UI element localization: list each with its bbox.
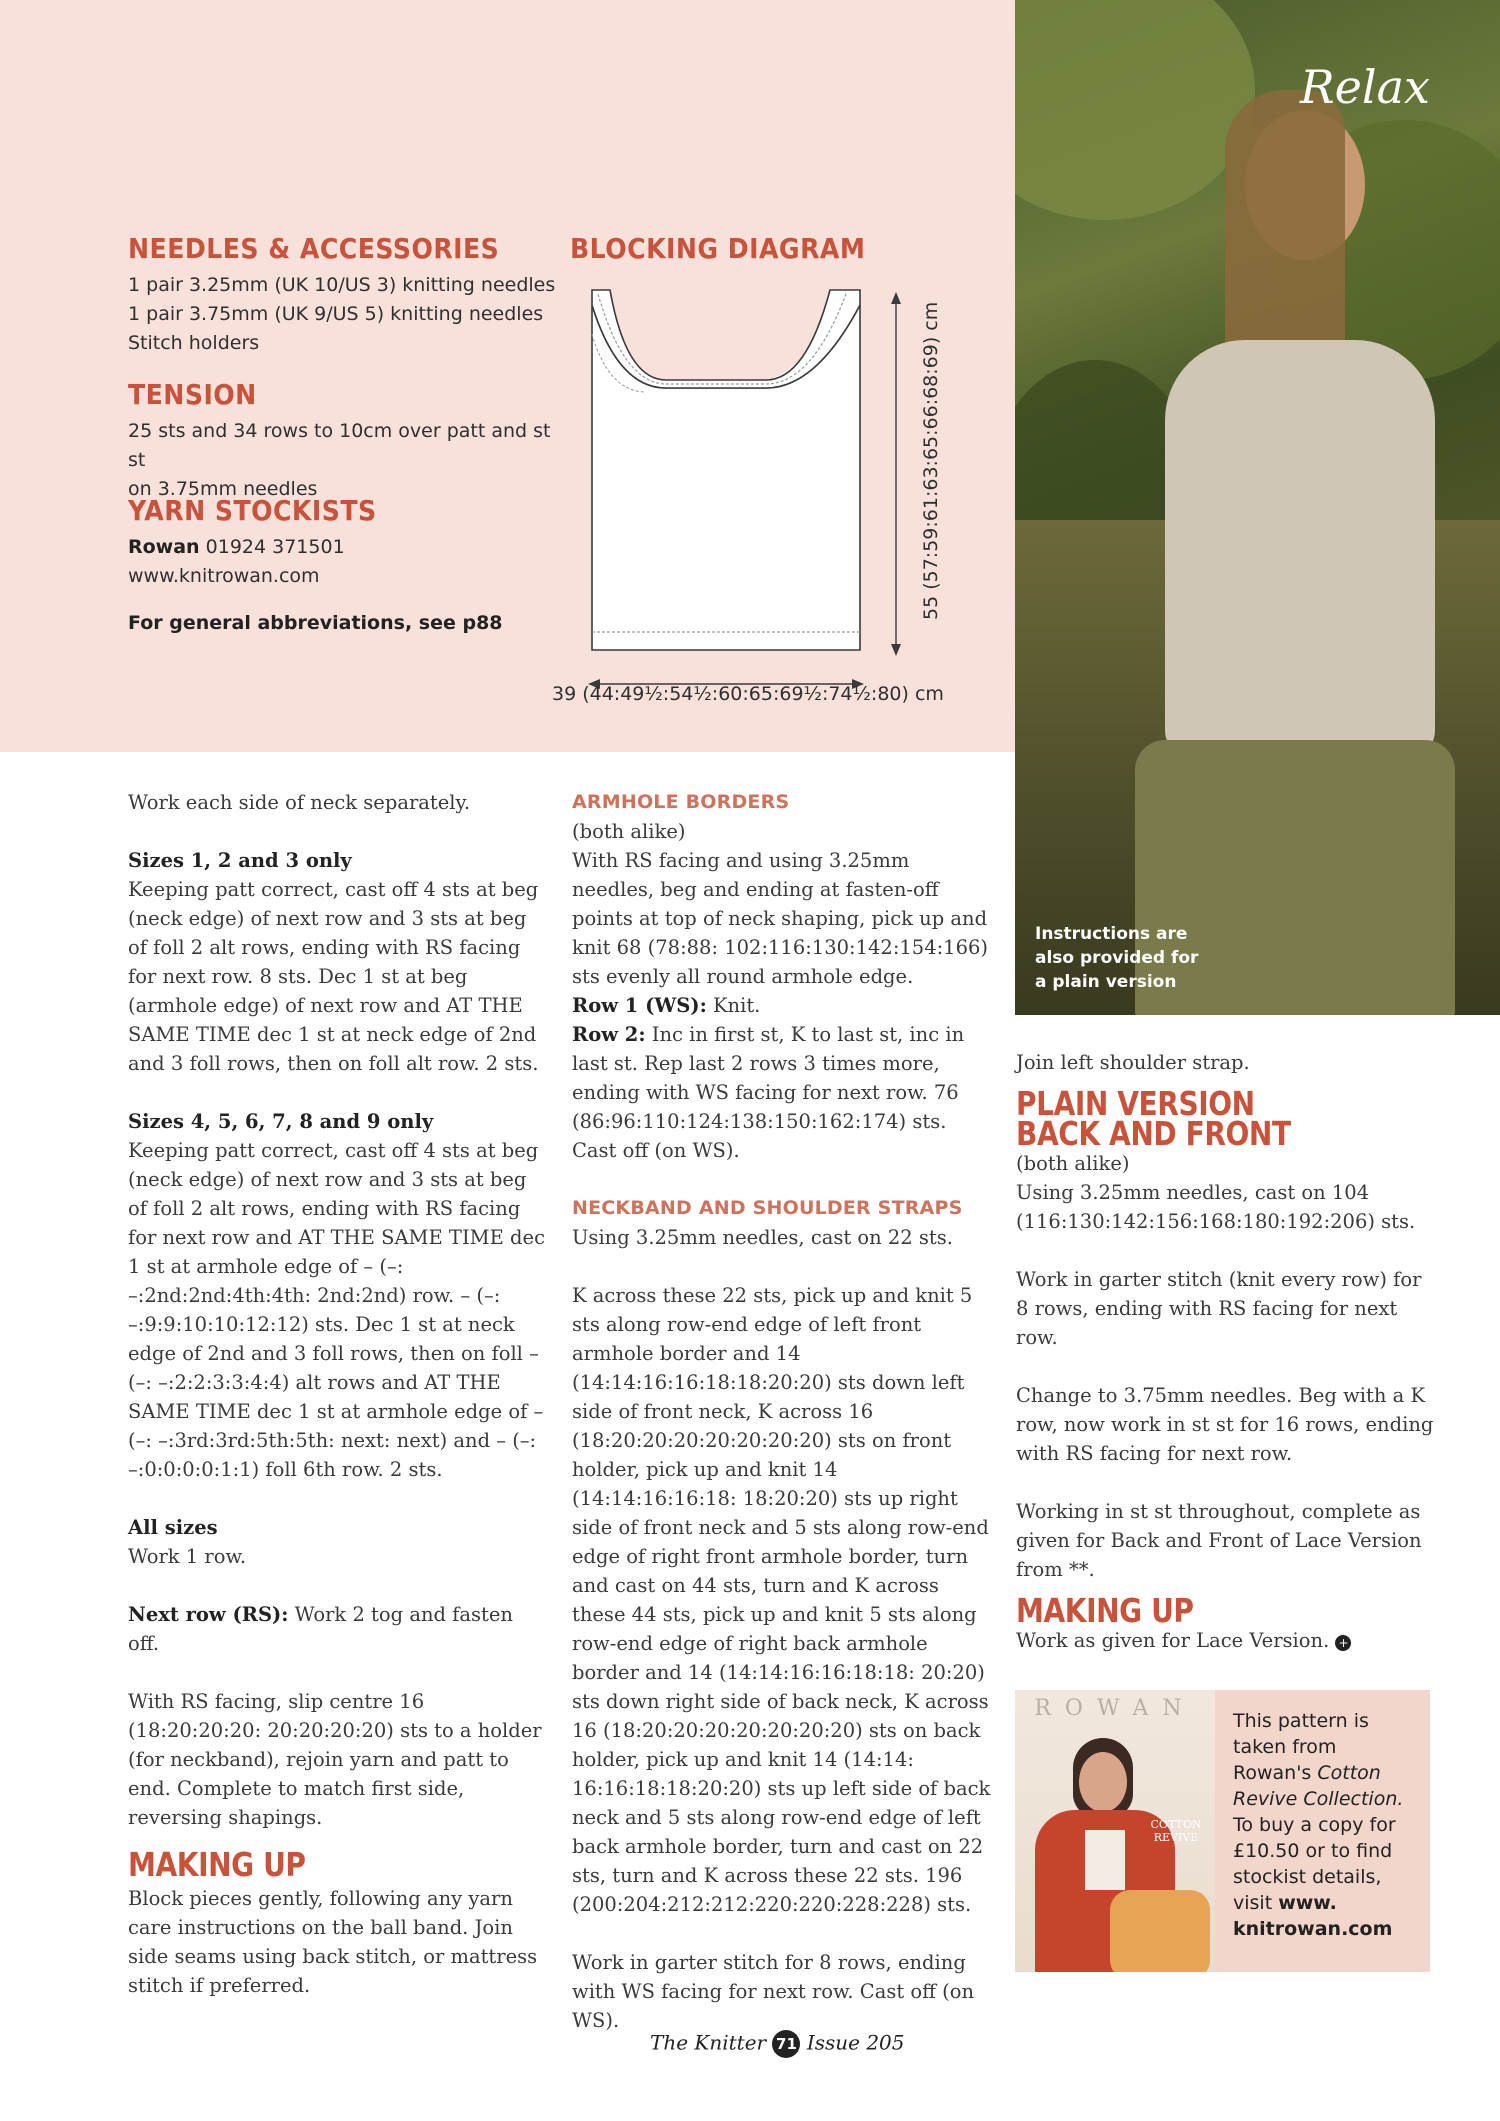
sizes4-text: Keeping patt correct, cast off 4 sts at beg (neck edge) of next row and 3 sts at beg of foll 2 alt rows, ending with RS facing for next row and AT THE SAME TIME dec 1 st at armhole edge of – (–: –:2nd:2nd:4th:4th: 2nd:2nd) row. – (–: –:9:9:10:10:12:12) sts. Dec 1 st at neck edge of 2nd and 3 foll rows, then on foll – (–: –:2:2:3:3:4:4) alt rows and AT THE SAME TIME dec 1 st at armhole edge of – (–: –:3rd:3rd:5th:5th: next: next) and – (–: –:0:0:0:0:1:1) foll 6th row. 2 sts. — [128, 1139, 545, 1481]
garter-text-2: Work in garter stitch for 8 rows, ending with WS facing for next row. Cast off (on WS). — [572, 1951, 975, 2032]
intro-text: Work each side of neck separately. — [128, 791, 471, 814]
photo-caption: Instructions are also provided for a plain version — [1035, 924, 1199, 992]
section-tag: Relax — [1300, 60, 1430, 114]
allsizes-text: Work 1 row. — [128, 1545, 247, 1568]
garter-text-3: Work in garter stitch (knit every row) for 8 rows, ending with RS facing for next row. — [1016, 1268, 1422, 1349]
cover-text: This pattern is taken from Rowan's Cotton Revive Collection. To buy a copy for £10.50 or to find stockist details, visit www. knitrowan.com — [1233, 1710, 1404, 1940]
needles-section — [128, 232, 568, 358]
stockists-heading: YARN STOCKISTS — [128, 494, 377, 527]
stockist-phone: 01924 371501 — [205, 536, 345, 558]
plain-text: Using 3.25mm needles, cast on 104 (116:130:142:156:168:180:192:206) sts. — [1016, 1181, 1416, 1233]
makingup-heading-1: MAKING UP — [128, 1845, 306, 1884]
neckband-long-text: K across these 22 sts, pick up and knit 5 sts along row-end edge of left front armhole border and 14 (14:14:16:16:18:18:20:20) sts down left side of front neck, K across 16 (18:20:20:20:20:20:20:20) sts on front holder, pick up and knit 14 (14:14:16:16:18: 18:20:20) sts up right side of front neck and 5 sts along row-end edge of right front armhole border, turn and cast on 44 sts, turn and K across these 44 sts, pick up and knit 5 sts along row-end edge of right back armhole border and 14 (14:14:16:16:18:18: 20:20) sts down right side of back neck, K across 16 (18:20:20:20:20:20:20:20) sts on back holder, pick up and knit 14 (14:14: 16:16:18:18:20:20) sts up left side of back neck and 5 sts along row-end edge of left back armhole border, turn and cast on 22 sts, turn and K across these 22 sts. 196 (200:204:212:212:220:220:228:228) sts. — [572, 1284, 991, 1916]
makingup-text-1: Block pieces gently, following any yarn care instructions on the ball band. Join side seams using back stitch, or mattress stitch if preferred. — [128, 1887, 538, 1997]
sizes123-heading: Sizes 1, 2 and 3 only — [128, 849, 352, 872]
sizes4-heading: Sizes 4, 5, 6, 7, 8 and 9 only — [128, 1110, 434, 1133]
page-number-badge: 71 — [772, 2030, 800, 2058]
row2-heading: Row 2: — [572, 1023, 646, 1046]
magazine-cover-image — [1015, 1690, 1215, 1972]
armhole-sub: (both alike) — [572, 820, 686, 843]
blocking-heading: BLOCKING DIAGRAM — [570, 232, 866, 265]
needles-line: Stitch holders — [128, 332, 260, 354]
height-dimension-label: 55 (57:59:61:63:65:66:68:69) cm — [920, 301, 942, 620]
tension-line: 25 sts and 34 rows to 10cm over patt and st st — [128, 420, 551, 471]
armhole-heading: ARMHOLE BORDERS — [572, 791, 790, 813]
column-1 — [128, 788, 548, 2000]
cover-promo — [1015, 1690, 1430, 1972]
tension-heading: TENSION — [128, 378, 257, 411]
column-2 — [572, 788, 992, 2035]
footer — [650, 2030, 905, 2058]
needles-line: 1 pair 3.75mm (UK 9/US 5) knitting needles — [128, 303, 544, 325]
neckband-heading: NECKBAND AND SHOULDER STRAPS — [572, 1197, 963, 1219]
nextrow-heading: Next row (RS): — [128, 1603, 289, 1626]
cover-title: COTTON REVIVE — [1150, 1818, 1202, 1844]
model-photo — [1015, 0, 1500, 1015]
row2-text: Inc in first st, K to last st, inc in last st. Rep last 2 rows 3 times more, ending with WS facing for next row. 76 (86:96:110:124:138:150:162:174) sts. Cast off (on WS). — [572, 1023, 965, 1162]
abbreviations-note: For general abbreviations, see p88 — [128, 612, 503, 634]
sizes123-text: Keeping patt correct, cast off 4 sts at beg (neck edge) of next row and 3 sts at beg of foll 2 alt rows, ending with RS facing for next row. 8 sts. Dec 1 st at beg (armhole edge) of next row and AT THE SAME TIME dec 1 st at neck edge of 2nd and 3 foll rows, then on foll alt row. 2 sts. — [128, 878, 539, 1075]
allsizes-heading: All sizes — [128, 1516, 218, 1539]
width-dimension-label: 39 (44:49½:54½:60:65:69½:74½:80) cm — [552, 683, 944, 705]
plain-sub: (both alike) — [1016, 1152, 1130, 1175]
footer-issue: Issue 205 — [806, 2030, 905, 2055]
stockist-url[interactable]: www.knitrowan.com — [128, 565, 320, 587]
footer-magazine: The Knitter — [650, 2030, 767, 2055]
plain-heading-2: BACK AND FRONT — [1016, 1114, 1291, 1153]
tension-section — [128, 378, 568, 504]
stockists-section — [128, 494, 568, 638]
needles-line: 1 pair 3.25mm (UK 10/US 3) knitting needles — [128, 274, 556, 296]
cover-url[interactable]: knitrowan.com — [1233, 1918, 1393, 1940]
row1-heading: Row 1 (WS): — [572, 994, 707, 1017]
needles-heading: NEEDLES & ACCESSORIES — [128, 232, 500, 265]
join-text: Join left shoulder strap. — [1016, 1051, 1250, 1074]
row1-text: Knit. — [712, 994, 761, 1017]
plain-heading-1: PLAIN VERSION — [1016, 1084, 1255, 1123]
armhole-text: With RS facing and using 3.25mm needles, beg and ending at fasten-off points at top of neck shaping, pick up and knit 68 (78:88: 102:116:130:142:154:166) sts evenly all round armhole edge. — [572, 849, 989, 988]
blocking-section — [570, 232, 898, 265]
change-text: Change to 3.75mm needles. Beg with a K row, now work in st st for 16 rows, ending with RS facing for next row. — [1016, 1384, 1434, 1465]
neckband-text: Using 3.25mm needles, cast on 22 sts. — [572, 1226, 953, 1249]
column-3 — [1016, 1048, 1436, 1655]
cover-brand: ROWAN — [1034, 1696, 1196, 1721]
end-mark-icon: + — [1335, 1635, 1351, 1651]
makingup-heading-2: MAKING UP — [1016, 1591, 1194, 1630]
rsfacing-text: With RS facing, slip centre 16 (18:20:20:20: 20:20:20:20) sts to a holder (for neckband), rejoin yarn and patt to end. Complete to match first side, reversing shapings. — [128, 1690, 542, 1829]
blocking-diagram — [570, 270, 950, 710]
nextrow-text: Work 2 tog and fasten off. — [128, 1603, 513, 1655]
stockist-brand: Rowan — [128, 536, 200, 558]
working-text: Working in st st throughout, complete as given for Back and Front of Lace Version from **. — [1016, 1500, 1422, 1581]
tension-line: on 3.75mm needles — [128, 478, 318, 500]
makingup-text-2: Work as given for Lace Version. — [1016, 1629, 1330, 1652]
